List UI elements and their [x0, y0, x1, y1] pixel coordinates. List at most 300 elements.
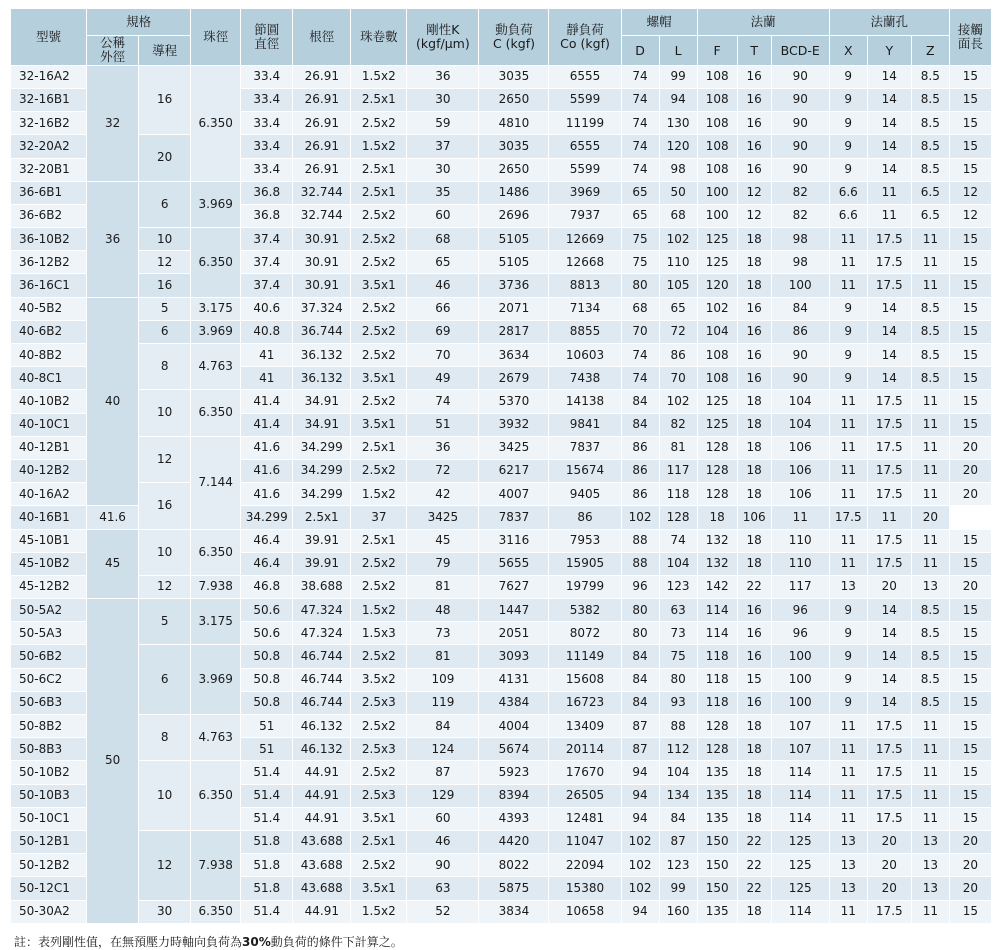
- cell-hole-y: 17.5: [867, 738, 911, 761]
- cell-static-load: 10658: [549, 900, 621, 923]
- cell-hole-x: 9: [829, 297, 867, 320]
- table-row: [11, 320, 992, 343]
- cell-nut-d: 75: [621, 251, 659, 274]
- cell-hole-x: 11: [771, 506, 829, 529]
- cell-pitch-diameter: 33.4: [241, 88, 293, 111]
- cell-pitch-diameter: 46.4: [241, 552, 293, 575]
- cell-nut-l: 50: [659, 181, 697, 204]
- cell-flange-bcd-e: 82: [771, 181, 829, 204]
- cell-contact-length: 20: [949, 575, 991, 598]
- cell-flange-f: 128: [659, 506, 697, 529]
- cell-static-load: 8813: [549, 274, 621, 297]
- cell-dynamic-load: 4420: [479, 830, 549, 853]
- cell-dynamic-load: 8022: [479, 854, 549, 877]
- cell-hole-x: 11: [829, 900, 867, 923]
- cell-hole-z: 11: [911, 274, 949, 297]
- th-nut-d: D: [621, 36, 659, 66]
- cell-static-load: 5599: [549, 158, 621, 181]
- cell-flange-bcd-e: 90: [771, 88, 829, 111]
- cell-hole-y: 14: [867, 599, 911, 622]
- cell-dynamic-load: 2650: [479, 158, 549, 181]
- cell-flange-f: 118: [697, 668, 737, 691]
- cell-flange-bcd-e: 98: [771, 228, 829, 251]
- cell-flange-bcd-e: 104: [771, 390, 829, 413]
- cell-hole-x: 9: [829, 668, 867, 691]
- table-row: [11, 135, 992, 158]
- cell-nut-l: 110: [659, 251, 697, 274]
- cell-contact-length: 15: [949, 622, 991, 645]
- cell-dynamic-load: 4393: [479, 807, 549, 830]
- cell-root-diameter: 46.132: [293, 715, 351, 738]
- cell-ball-turns: 3.5x1: [351, 877, 407, 900]
- cell-dynamic-load: 3425: [479, 436, 549, 459]
- cell-hole-y: 17.5: [867, 459, 911, 482]
- cell-nut-l: 72: [659, 320, 697, 343]
- cell-hole-y: 11: [867, 181, 911, 204]
- th-nut-group: 螺帽: [621, 9, 697, 36]
- cell-contact-length: 20: [949, 877, 991, 900]
- cell-flange-t: 18: [737, 436, 771, 459]
- cell-root-diameter: 34.299: [293, 483, 351, 506]
- cell-dynamic-load: 2650: [479, 88, 549, 111]
- cell-nut-d: 88: [621, 552, 659, 575]
- cell-static-load: 22094: [549, 854, 621, 877]
- table-row: [11, 529, 992, 552]
- cell-dynamic-load: 3035: [479, 135, 549, 158]
- cell-nut-l: 99: [659, 877, 697, 900]
- cell-nut-l: 74: [659, 529, 697, 552]
- cell-model: 50-30A2: [11, 900, 87, 923]
- cell-flange-t: 16: [737, 135, 771, 158]
- cell-root-diameter: 34.299: [293, 459, 351, 482]
- cell-model: 40-8B2: [11, 344, 87, 367]
- cell-static-load: 12668: [549, 251, 621, 274]
- cell-flange-t: 18: [737, 552, 771, 575]
- cell-hole-y: 17.5: [867, 552, 911, 575]
- cell-flange-t: 22: [737, 830, 771, 853]
- cell-rigidity: 30: [407, 158, 479, 181]
- cell-root-diameter: 34.91: [293, 413, 351, 436]
- cell-lead: 10: [139, 529, 191, 575]
- cell-dynamic-load: 4131: [479, 668, 549, 691]
- th-model: 型號: [11, 9, 87, 66]
- footnote-suffix: 動負荷的條件下計算之。: [270, 934, 403, 949]
- cell-lead: 30: [139, 900, 191, 923]
- th-rigidity: [407, 9, 479, 66]
- cell-hole-x: 11: [829, 459, 867, 482]
- cell-hole-z: 8.5: [911, 344, 949, 367]
- cell-model: 50-12C1: [11, 877, 87, 900]
- cell-hole-x: 11: [829, 738, 867, 761]
- cell-root-diameter: 44.91: [293, 807, 351, 830]
- cell-hole-y: 17.5: [867, 251, 911, 274]
- cell-contact-length: 15: [949, 88, 991, 111]
- cell-pitch-diameter: 51: [241, 738, 293, 761]
- cell-ball-turns: 2.5x1: [351, 181, 407, 204]
- cell-rigidity: 49: [407, 367, 479, 390]
- cell-model: 40-16B1: [11, 506, 87, 529]
- cell-hole-z: 11: [911, 390, 949, 413]
- cell-dynamic-load: 4384: [479, 691, 549, 714]
- cell-nut-l: 73: [659, 622, 697, 645]
- footnote-prefix: 註：表列剛性值，在無預壓力時軸向負荷為: [14, 934, 243, 949]
- cell-model: 50-6B3: [11, 691, 87, 714]
- table-row: [11, 483, 992, 506]
- cell-nut-l: 123: [659, 854, 697, 877]
- cell-model: 50-6C2: [11, 668, 87, 691]
- cell-nut-l: 102: [659, 228, 697, 251]
- cell-rigidity: 65: [407, 251, 479, 274]
- cell-flange-f: 132: [697, 529, 737, 552]
- cell-flange-bcd-e: 98: [771, 251, 829, 274]
- cell-ball-turns: 1.5x3: [351, 622, 407, 645]
- cell-nut-d: 94: [621, 807, 659, 830]
- th-nominal-outer-dia-line1: 公稱: [100, 35, 126, 50]
- cell-ball-turns: 2.5x2: [351, 854, 407, 877]
- cell-nut-l: 99: [659, 65, 697, 88]
- cell-nut-l: 102: [659, 390, 697, 413]
- cell-flange-t: 18: [737, 459, 771, 482]
- cell-static-load: 5382: [549, 599, 621, 622]
- cell-static-load: 9405: [549, 483, 621, 506]
- cell-dynamic-load: 3093: [479, 645, 549, 668]
- cell-flange-t: 16: [737, 599, 771, 622]
- cell-dynamic-load: 5105: [479, 251, 549, 274]
- cell-static-load: 5599: [549, 88, 621, 111]
- cell-nut-d: 80: [621, 599, 659, 622]
- th-flange-f: F: [697, 36, 737, 66]
- cell-pitch-diameter: 51.8: [241, 854, 293, 877]
- cell-flange-f: 150: [697, 854, 737, 877]
- cell-flange-f: 102: [697, 297, 737, 320]
- cell-rigidity: 48: [407, 599, 479, 622]
- th-pitch-dia: [241, 9, 293, 66]
- th-flange-bcd-e: BCD-E: [771, 36, 829, 66]
- cell-model: 36-6B1: [11, 181, 87, 204]
- cell-hole-z: 11: [911, 529, 949, 552]
- cell-flange-f: 128: [697, 715, 737, 738]
- cell-lead: 6: [139, 645, 191, 715]
- cell-ball-diameter: 6.350: [191, 390, 241, 436]
- cell-nut-d: 80: [621, 274, 659, 297]
- cell-flange-t: 12: [737, 204, 771, 227]
- cell-nut-d: 94: [621, 900, 659, 923]
- cell-nut-d: 86: [621, 483, 659, 506]
- cell-contact-length: 15: [949, 599, 991, 622]
- cell-hole-z: 11: [911, 715, 949, 738]
- cell-rigidity: 90: [407, 854, 479, 877]
- cell-flange-t: 18: [737, 761, 771, 784]
- cell-static-load: 15380: [549, 877, 621, 900]
- cell-hole-x: 6.6: [829, 204, 867, 227]
- cell-nut-d: 74: [621, 88, 659, 111]
- cell-hole-y: 20: [867, 575, 911, 598]
- cell-root-diameter: 30.91: [293, 228, 351, 251]
- cell-pitch-diameter: 51.4: [241, 761, 293, 784]
- cell-flange-bcd-e: 90: [771, 112, 829, 135]
- th-hole-y: Y: [867, 36, 911, 66]
- cell-pitch-diameter: 41: [241, 367, 293, 390]
- cell-contact-length: 20: [949, 483, 991, 506]
- cell-ball-turns: 1.5x2: [351, 900, 407, 923]
- cell-ball-turns: 1.5x2: [351, 483, 407, 506]
- cell-hole-y: 11: [867, 204, 911, 227]
- cell-hole-x: 9: [829, 599, 867, 622]
- cell-contact-length: 20: [911, 506, 949, 529]
- cell-flange-t: 18: [737, 807, 771, 830]
- cell-hole-z: 11: [911, 483, 949, 506]
- cell-dynamic-load: 4007: [479, 483, 549, 506]
- cell-ball-turns: 1.5x2: [351, 65, 407, 88]
- cell-dynamic-load: 7627: [479, 575, 549, 598]
- cell-hole-y: 14: [867, 158, 911, 181]
- cell-rigidity: 37: [407, 135, 479, 158]
- cell-ball-diameter: 6.350: [191, 761, 241, 831]
- cell-rigidity: 66: [407, 297, 479, 320]
- cell-pitch-diameter: 40.6: [241, 297, 293, 320]
- cell-model: 36-12B2: [11, 251, 87, 274]
- cell-contact-length: 15: [949, 691, 991, 714]
- cell-hole-z: 8.5: [911, 599, 949, 622]
- cell-ball-turns: 2.5x3: [351, 691, 407, 714]
- cell-rigidity: 74: [407, 390, 479, 413]
- cell-model: 36-6B2: [11, 204, 87, 227]
- footnote: [14, 933, 992, 950]
- table-row: [11, 715, 992, 738]
- cell-root-diameter: 32.744: [293, 204, 351, 227]
- cell-model: 50-12B1: [11, 830, 87, 853]
- cell-ball-turns: 2.5x3: [351, 738, 407, 761]
- cell-flange-f: 128: [697, 738, 737, 761]
- cell-hole-z: 8.5: [911, 367, 949, 390]
- cell-dynamic-load: 3634: [479, 344, 549, 367]
- cell-nut-l: 75: [659, 645, 697, 668]
- cell-nut-l: 93: [659, 691, 697, 714]
- cell-ball-turns: 2.5x2: [351, 459, 407, 482]
- cell-contact-length: 15: [949, 552, 991, 575]
- cell-nut-d: 86: [621, 459, 659, 482]
- cell-dynamic-load: 1486: [479, 181, 549, 204]
- cell-hole-x: 11: [829, 807, 867, 830]
- cell-nut-l: 104: [659, 761, 697, 784]
- cell-flange-t: 18: [737, 715, 771, 738]
- cell-lead: 12: [139, 251, 191, 274]
- th-rigidity-line1: 剛性K: [426, 21, 460, 37]
- cell-rigidity: 129: [407, 784, 479, 807]
- cell-hole-z: 11: [911, 228, 949, 251]
- cell-ball-turns: 2.5x1: [351, 529, 407, 552]
- cell-flange-t: 22: [737, 575, 771, 598]
- cell-rigidity: 46: [407, 830, 479, 853]
- cell-root-diameter: 46.744: [293, 645, 351, 668]
- cell-model: 50-10B2: [11, 761, 87, 784]
- cell-nut-d: 74: [621, 135, 659, 158]
- cell-pitch-diameter: 51.8: [241, 877, 293, 900]
- cell-root-diameter: 43.688: [293, 854, 351, 877]
- cell-dynamic-load: 3932: [479, 413, 549, 436]
- cell-lead: 10: [139, 228, 191, 251]
- cell-hole-y: 20: [867, 877, 911, 900]
- cell-nut-d: 87: [621, 738, 659, 761]
- cell-flange-bcd-e: 100: [771, 691, 829, 714]
- cell-hole-x: 9: [829, 645, 867, 668]
- cell-flange-bcd-e: 86: [771, 320, 829, 343]
- cell-rigidity: 35: [407, 181, 479, 204]
- th-pitch-dia-line1: 節圓: [254, 21, 280, 37]
- cell-flange-t: 16: [737, 691, 771, 714]
- cell-hole-z: 11: [911, 436, 949, 459]
- table-row: [11, 297, 992, 320]
- cell-ball-turns: 2.5x1: [293, 506, 351, 529]
- cell-rigidity: 81: [407, 645, 479, 668]
- cell-static-load: 17670: [549, 761, 621, 784]
- cell-static-load: 20114: [549, 738, 621, 761]
- cell-hole-y: 17.5: [867, 436, 911, 459]
- cell-root-diameter: 34.299: [241, 506, 293, 529]
- cell-flange-f: 125: [697, 390, 737, 413]
- cell-contact-length: 15: [949, 390, 991, 413]
- cell-dynamic-load: 5923: [479, 761, 549, 784]
- cell-flange-f: 128: [697, 436, 737, 459]
- cell-dynamic-load: 2679: [479, 367, 549, 390]
- th-contact-length: [949, 9, 991, 66]
- cell-rigidity: 119: [407, 691, 479, 714]
- cell-rigidity: 59: [407, 112, 479, 135]
- cell-nut-d: 88: [621, 529, 659, 552]
- cell-flange-f: 108: [697, 135, 737, 158]
- cell-pitch-diameter: 46.4: [241, 529, 293, 552]
- cell-flange-bcd-e: 90: [771, 367, 829, 390]
- cell-flange-bcd-e: 106: [771, 436, 829, 459]
- cell-model: 40-16A2: [11, 483, 87, 506]
- cell-static-load: 7134: [549, 297, 621, 320]
- table-row: [11, 181, 992, 204]
- cell-nut-l: 98: [659, 158, 697, 181]
- cell-hole-x: 9: [829, 135, 867, 158]
- cell-rigidity: 45: [407, 529, 479, 552]
- cell-static-load: 12481: [549, 807, 621, 830]
- cell-dynamic-load: 1447: [479, 599, 549, 622]
- table-body: [11, 65, 992, 923]
- cell-flange-t: 22: [737, 877, 771, 900]
- cell-flange-t: 18: [737, 483, 771, 506]
- cell-lead: 16: [139, 483, 191, 529]
- cell-hole-y: 17.5: [867, 784, 911, 807]
- cell-hole-x: 11: [829, 483, 867, 506]
- cell-hole-x: 11: [829, 274, 867, 297]
- cell-hole-y: 14: [867, 320, 911, 343]
- cell-static-load: 7438: [549, 367, 621, 390]
- cell-hole-x: 11: [829, 529, 867, 552]
- cell-ball-turns: 3.5x1: [351, 274, 407, 297]
- table-row: [11, 390, 992, 413]
- header-row-1: [11, 9, 992, 36]
- cell-ball-turns: 3.5x2: [351, 668, 407, 691]
- cell-model: 50-6B2: [11, 645, 87, 668]
- cell-dynamic-load: 3116: [479, 529, 549, 552]
- cell-flange-f: 128: [697, 459, 737, 482]
- cell-nominal-outer-dia: 36: [87, 181, 139, 297]
- cell-contact-length: 15: [949, 413, 991, 436]
- cell-lead: 12: [139, 436, 191, 482]
- cell-pitch-diameter: 37.4: [241, 274, 293, 297]
- cell-ball-turns: 2.5x2: [351, 320, 407, 343]
- cell-hole-y: 14: [867, 112, 911, 135]
- cell-ball-diameter: 3.969: [191, 320, 241, 343]
- cell-pitch-diameter: 33.4: [241, 135, 293, 158]
- cell-hole-y: 14: [867, 367, 911, 390]
- cell-model: 32-20B1: [11, 158, 87, 181]
- cell-flange-bcd-e: 90: [771, 65, 829, 88]
- cell-dynamic-load: 5875: [479, 877, 549, 900]
- cell-dynamic-load: 3736: [479, 274, 549, 297]
- cell-ball-turns: 2.5x1: [351, 88, 407, 111]
- cell-model: 50-8B3: [11, 738, 87, 761]
- cell-ball-turns: 2.5x2: [351, 715, 407, 738]
- cell-static-load: 10603: [549, 344, 621, 367]
- cell-contact-length: 15: [949, 297, 991, 320]
- cell-root-diameter: 44.91: [293, 784, 351, 807]
- cell-lead: 8: [139, 344, 191, 390]
- th-rigidity-line2: (kgf/μm): [416, 35, 470, 51]
- cell-hole-y: 17.5: [867, 900, 911, 923]
- cell-ball-turns: 2.5x2: [351, 204, 407, 227]
- cell-hole-x: 11: [829, 761, 867, 784]
- cell-dynamic-load: 2817: [479, 320, 549, 343]
- cell-model: 32-16A2: [11, 65, 87, 88]
- cell-flange-t: 16: [737, 88, 771, 111]
- cell-model: 40-12B1: [11, 436, 87, 459]
- cell-pitch-diameter: 50.8: [241, 645, 293, 668]
- cell-contact-length: 20: [949, 459, 991, 482]
- cell-flange-f: 104: [697, 320, 737, 343]
- footnote-bold: 30%: [242, 934, 271, 949]
- cell-pitch-diameter: 50.6: [241, 599, 293, 622]
- cell-model: 40-12B2: [11, 459, 87, 482]
- th-hole-x: X: [829, 36, 867, 66]
- cell-nut-d: 74: [621, 367, 659, 390]
- cell-hole-x: 11: [829, 390, 867, 413]
- cell-nominal-outer-dia: 45: [87, 529, 139, 599]
- cell-pitch-diameter: 41.4: [241, 413, 293, 436]
- cell-flange-t: 16: [737, 65, 771, 88]
- cell-pitch-diameter: 33.4: [241, 112, 293, 135]
- cell-hole-z: 6.5: [911, 181, 949, 204]
- cell-nut-l: 94: [659, 88, 697, 111]
- cell-flange-bcd-e: 100: [771, 645, 829, 668]
- cell-rigidity: 70: [407, 344, 479, 367]
- cell-ball-diameter: 7.938: [191, 830, 241, 900]
- cell-flange-t: 18: [737, 529, 771, 552]
- cell-dynamic-load: 8394: [479, 784, 549, 807]
- cell-model: 50-10B3: [11, 784, 87, 807]
- cell-root-diameter: 38.688: [293, 575, 351, 598]
- cell-nut-d: 80: [621, 622, 659, 645]
- cell-model: 32-16B2: [11, 112, 87, 135]
- cell-nut-d: 65: [621, 204, 659, 227]
- cell-contact-length: 20: [949, 854, 991, 877]
- cell-flange-bcd-e: 110: [771, 552, 829, 575]
- cell-ball-turns: 1.5x2: [351, 599, 407, 622]
- cell-model: 50-5A3: [11, 622, 87, 645]
- cell-hole-x: 13: [829, 877, 867, 900]
- th-dynamic-load: [479, 9, 549, 66]
- cell-nut-d: 84: [621, 668, 659, 691]
- cell-rigidity: 84: [407, 715, 479, 738]
- cell-nut-l: 82: [659, 413, 697, 436]
- cell-ball-turns: 2.5x2: [351, 112, 407, 135]
- cell-pitch-diameter: 51.8: [241, 830, 293, 853]
